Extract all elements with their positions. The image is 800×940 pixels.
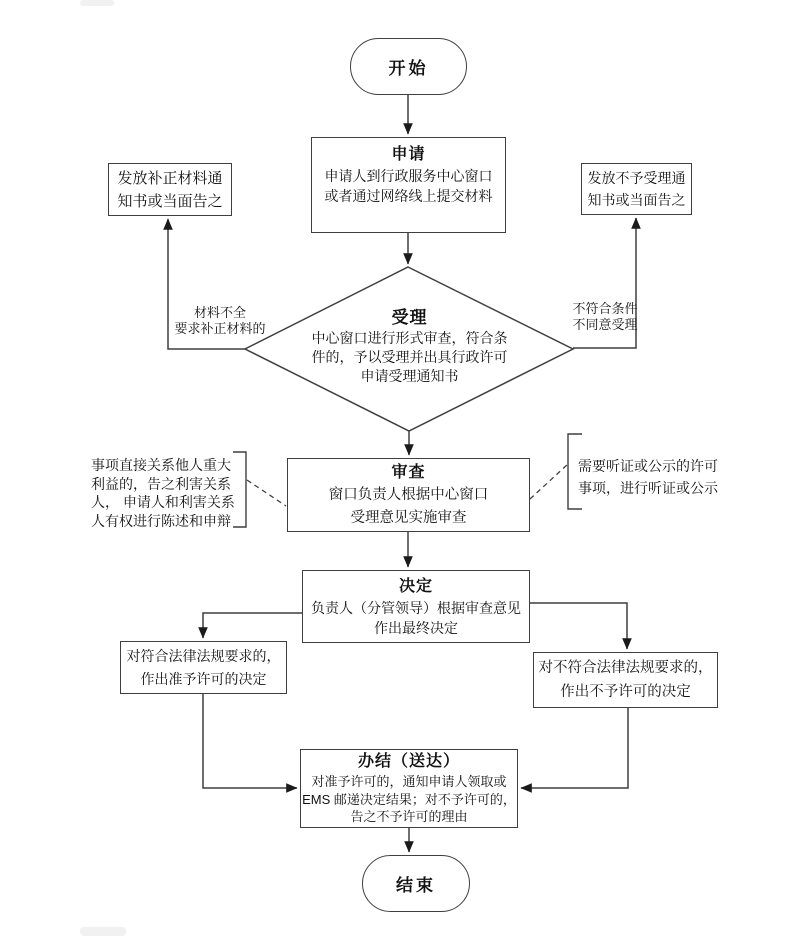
supplement-notice-line: 知书或当面告之 <box>117 192 223 210</box>
reject-edge-label-line: 不同意受理 <box>572 317 638 332</box>
left-note-dashed-link <box>247 480 286 506</box>
apply-line: 或者通过网络线上提交材料 <box>324 188 493 204</box>
supplement-notice-line: 发放补正材料通 <box>117 169 223 187</box>
reject-notice-line: 知书或当面告之 <box>587 192 686 208</box>
review-line: 窗口负责人根据中心窗口 <box>328 486 489 503</box>
hearing-note <box>578 456 768 499</box>
review-line: 受理意见实施审查 <box>350 509 467 526</box>
supplement-edge-label-line: 材料不全 <box>193 305 246 320</box>
complete-line: 对准予许可的，通知申请人领取或 <box>311 774 507 790</box>
reject-notice-line: 发放不予受理通 <box>587 170 686 186</box>
accept-line: 件的，予以受理并出具行政许可 <box>311 349 508 365</box>
accept-line: 申请受理通知书 <box>360 368 459 384</box>
complete-node <box>300 749 518 828</box>
faint-smudge-bottom <box>80 927 126 936</box>
right-note-dashed-link <box>530 464 568 499</box>
review-title: 审查 <box>391 463 426 481</box>
apply-node <box>311 137 506 233</box>
statement-rights-note-line: 人， 申请人和利害关系 <box>91 494 235 510</box>
statement-rights-note-line: 利益的，告之利害关系 <box>91 475 231 492</box>
decision-line: 作出最终决定 <box>374 620 458 636</box>
approve-node <box>120 641 287 694</box>
deny-line: 作出不予许可的决定 <box>560 684 691 700</box>
reject-notice-node <box>581 163 692 215</box>
start-node <box>350 38 467 95</box>
decision-title: 决定 <box>398 578 433 595</box>
complete-line: 告之不予许可的理由 <box>350 809 468 825</box>
faint-smudge-top <box>80 0 114 6</box>
connector-approve-complete <box>203 694 297 788</box>
approve-line: 作出准予许可的决定 <box>140 670 267 687</box>
supplement-notice-node <box>108 163 232 216</box>
reject-edge-label <box>570 301 640 333</box>
accept-title: 受理 <box>391 308 428 327</box>
statement-rights-note-line: 事项直接关系他人重大 <box>91 457 231 473</box>
connector-decision-deny <box>530 603 627 649</box>
connector-deny-complete <box>521 708 628 788</box>
decision-node <box>302 570 530 643</box>
complete-line: EMS 邮递决定结果；对不予许可的， <box>302 791 516 807</box>
statement-rights-note <box>91 456 235 530</box>
approve-line: 对符合法律法规要求的， <box>126 647 281 664</box>
end-label: 结束 <box>396 876 436 895</box>
hearing-note-line: 需要听证或公示的许可 <box>578 458 718 474</box>
hearing-note-line: 事项，进行听证或公示 <box>578 479 718 496</box>
apply-line: 申请人到行政服务中心窗口 <box>324 168 493 184</box>
deny-node <box>533 652 718 708</box>
supplement-edge-label-line: 要求补正材料的 <box>174 321 266 336</box>
accept-line: 中心窗口进行形式审查，符合条 <box>311 330 508 346</box>
decision-line: 负责人（分管领导）根据审查意见 <box>311 600 521 616</box>
connector-decision-approve <box>203 613 302 638</box>
start-label: 开始 <box>388 59 429 78</box>
review-node <box>287 458 530 532</box>
statement-rights-note-line: 人有权进行陈述和申辩 <box>91 512 231 529</box>
complete-title: 办结（送达） <box>357 753 460 771</box>
end-node <box>362 855 470 912</box>
supplement-edge-label <box>170 305 270 337</box>
apply-title: 申请 <box>391 146 426 163</box>
reject-edge-label-line: 不符合条件 <box>572 301 638 316</box>
deny-line: 对不符合法律法规要求的， <box>538 660 713 676</box>
accept-node-text <box>282 306 537 386</box>
